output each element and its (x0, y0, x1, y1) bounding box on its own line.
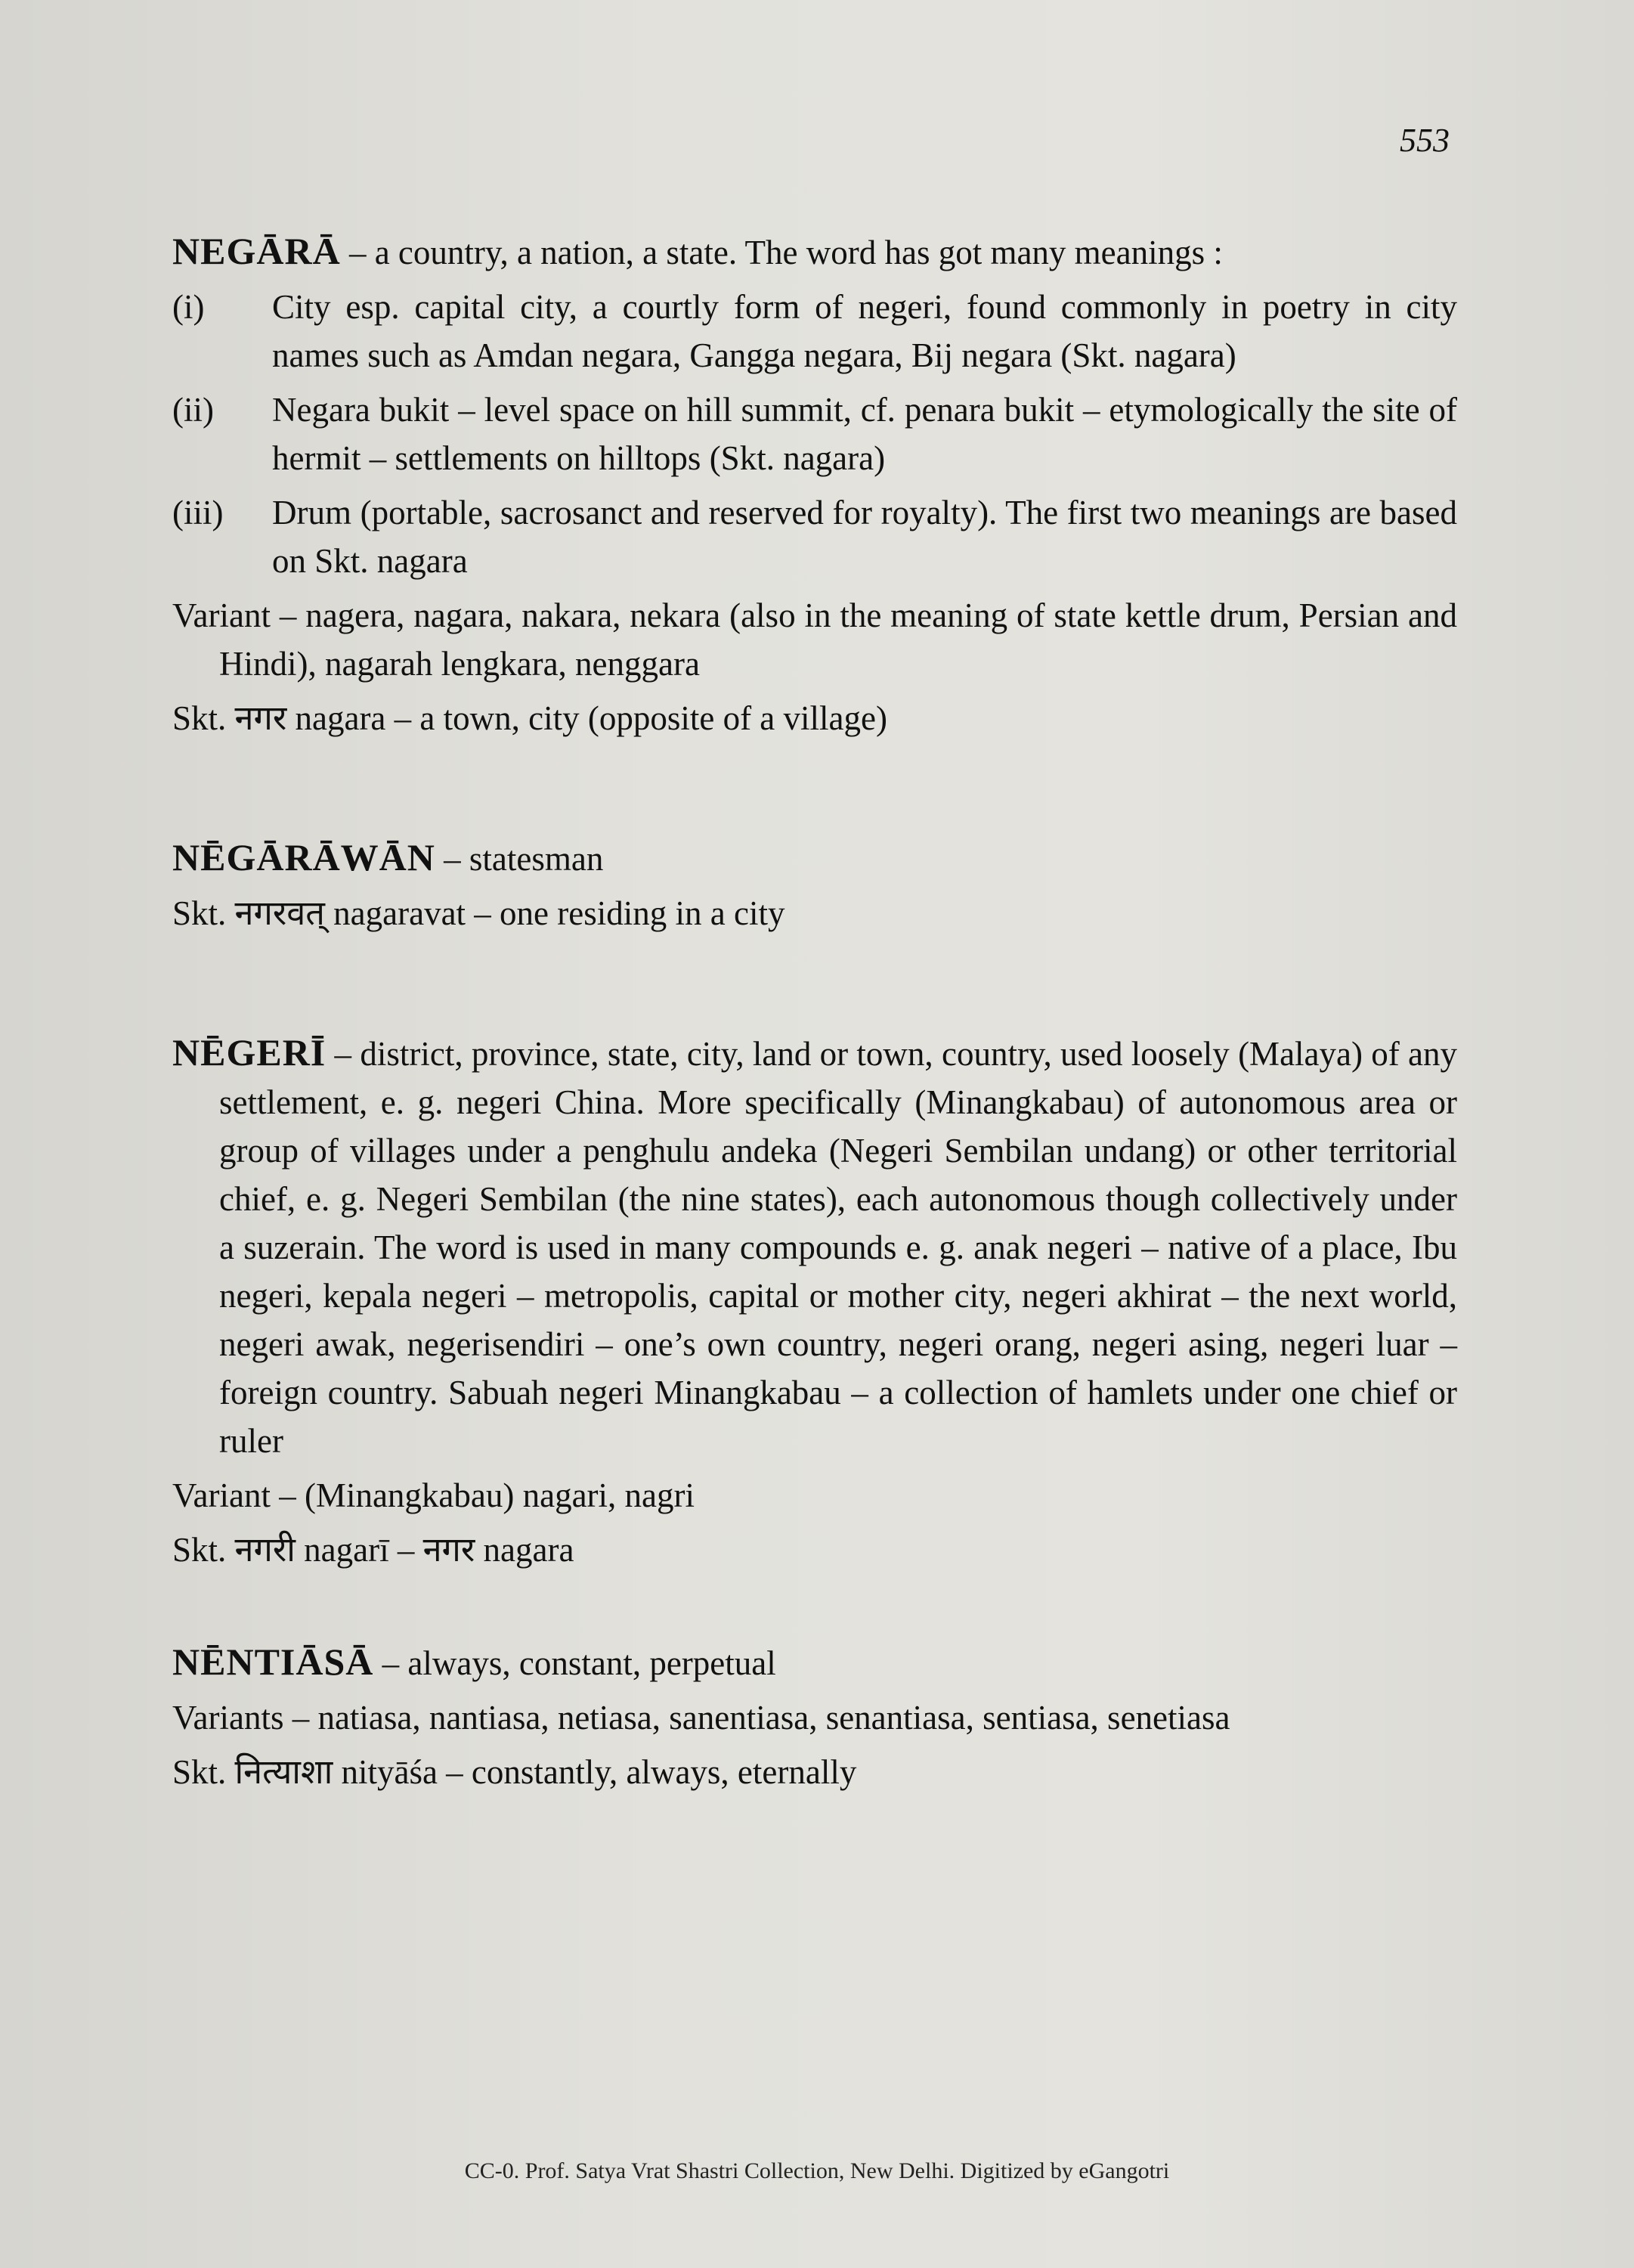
entry-sanskrit: Skt. नगरी nagarī – नगर nagara (172, 1531, 574, 1569)
entry-definition: always, constant, perpetual (407, 1644, 776, 1682)
entry-definition: district, province, state, city, land or town, country, used loosely (Malaya) of any settlement, e. g. negeri China. More specifically (Minangkabau) of autonomous area or group of villages under a penghulu andeka (Negeri Sembilan undang) or other territorial chief, e. g. Negeri Sembilan (the nine states), each autonomous though collectively under a suzerain. The word is used in many compounds e. g. anak negeri – native of a place, Ibu negeri, kepala negeri – metropolis, capital or mother city, negeri akhirat – the next world, negeri awak, negerisendiri – one’s own country, negeri orang, negeri asing, negeri luar – foreign country. Sabuah negeri Minangkabau – a collection of hamlets under one chief or ruler (219, 1035, 1458, 1460)
entry-headword: NĒNTIĀSĀ (172, 1641, 374, 1683)
sense-number: (i) (172, 288, 205, 326)
dictionary-content (172, 227, 1457, 1808)
entry-definition-line (172, 1028, 1457, 1465)
entry-variant: Variant – (Minangkabau) nagari, nagri (172, 1476, 695, 1514)
entry-headword: NEGĀRĀ (172, 230, 341, 272)
sense-number: (ii) (172, 391, 214, 429)
entry-negarawan (172, 833, 1457, 937)
dash-separator: – (326, 1035, 361, 1073)
entry-variant: Variants – natiasa, nantiasa, netiasa, sanentiasa, senantiasa, sentiasa, senetiasa (172, 1699, 1230, 1737)
entry-spacer (172, 950, 1457, 1028)
dash-separator: – (435, 840, 469, 878)
entry-variant: Variant – nagera, nagara, nakara, nekara (also in the meaning of state kettle drum, Persian and Hindi), nagarah lengkara, nenggara (172, 596, 1457, 683)
sense-item (172, 488, 1457, 585)
dash-separator: – (340, 234, 375, 271)
entry-definition-line (172, 227, 1457, 277)
entry-sanskrit: Skt. नगरवत् nagaravat – one residing in a city (172, 894, 785, 932)
entry-sanskrit: Skt. नित्याशा nityāśa – constantly, always, eternally (172, 1753, 857, 1791)
entry-definition: statesman (469, 840, 604, 878)
entry-headword: NĒGĀRĀWĀN (172, 836, 435, 878)
digitization-footer: CC-0. Prof. Satya Vrat Shastri Collection, New Delhi. Digitized by eGangotri (464, 2158, 1170, 2183)
entry-nentiasa (172, 1637, 1457, 1796)
entry-definition: a country, a nation, a state. The word has got many meanings : (374, 234, 1223, 271)
sense-number: (iii) (172, 494, 224, 531)
entry-spacer (172, 1586, 1457, 1637)
sense-item (172, 283, 1457, 380)
page-number: 553 (1400, 122, 1450, 159)
entry-headword: NĒGERĪ (172, 1031, 326, 1074)
sense-text: City esp. capital city, a courtly form of negeri, found commonly in poetry in city names such as Amdan negara, Gangga negara, Bij negara (Skt. nagara) (272, 288, 1457, 374)
entry-negara (172, 227, 1457, 742)
sense-text: Drum (portable, sacrosanct and reserved for royalty). The first two meanings are based on Skt. nagara (272, 494, 1457, 580)
entry-definition-line (172, 833, 1457, 883)
entry-definition-line (172, 1637, 1457, 1687)
dash-separator: – (373, 1644, 408, 1682)
sense-text: Negara bukit – level space on hill summit, cf. penara bukit – etymologically the site of hermit – settlements on hilltops (Skt. nagara) (272, 391, 1457, 477)
entry-spacer (172, 754, 1457, 833)
sense-item (172, 386, 1457, 482)
entry-negeri (172, 1028, 1457, 1574)
entry-sanskrit: Skt. नगर nagara – a town, city (opposite of a village) (172, 699, 887, 737)
